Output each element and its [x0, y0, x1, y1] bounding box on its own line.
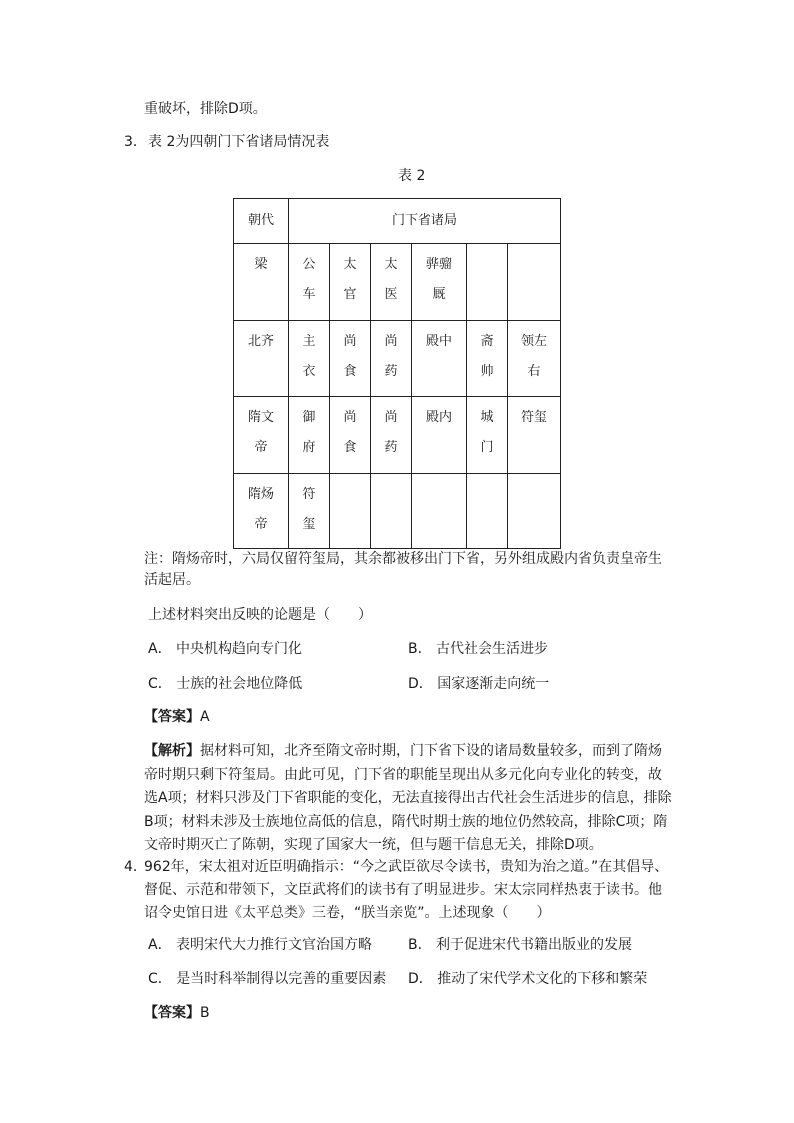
analysis-label: 【解析】	[144, 743, 200, 759]
dynasty-cell: 隋炀 帝	[234, 474, 289, 549]
answer-label: 【答案】	[144, 1005, 200, 1021]
answer-label: 【答案】	[144, 709, 200, 725]
q3-analysis	[144, 740, 674, 858]
bureau-cell: 符玺	[508, 397, 561, 474]
dynasty-cell: 梁	[234, 244, 289, 321]
q3-option-a: A． 中央机构趋向专门化	[148, 641, 303, 657]
previous-question-fragment: 重破坏，排除D项。	[144, 101, 267, 117]
question-3-stem: 表 2为四朝门下省诸局情况表	[148, 134, 330, 150]
bureau-cell: 尚 药	[371, 397, 412, 474]
dynasty-cell: 隋文 帝	[234, 397, 289, 474]
table-note-line-1: 注：隋炀帝时，六局仅留符玺局，其余都被移出门下省，另外组成殿内省负责皇帝生	[144, 551, 662, 567]
bureau-cell: 尚 食	[330, 321, 371, 397]
q4-option-c: C． 是当时科举制得以完善的重要因素	[148, 971, 387, 987]
analysis-text: 据材料可知，北齐至隋文帝时期，门下省下设的诸局数量较多，而到了隋炀帝时期只剩下符玺局。由此可见，门下省的职能呈现出从多元化向专业化的转变，故选A项；材料只涉及门下省职能的变化，无法直接得出古代社会生活进步的信息，排除B项；材料未涉及士族地位高低的信息，隋代时期士族的地位仍然较高，排除C项；隋文帝时期灭亡了陈朝，实现了国家大一统，但与题干信息无关，排除D项。	[144, 743, 672, 853]
table-note-line-2: 活起居。	[144, 572, 200, 588]
question-3-number: 3．	[124, 134, 147, 150]
bureau-cell	[467, 474, 508, 549]
bureau-cell	[330, 474, 371, 549]
bureau-cell: 公 车	[289, 244, 330, 321]
q4-option-a: A． 表明宋代大力推行文官治国方略	[148, 937, 373, 953]
bureau-cell: 斋 帅	[467, 321, 508, 397]
table-row	[234, 321, 561, 397]
bureau-cell	[467, 244, 508, 321]
answer-value: A	[200, 709, 210, 725]
bureau-cell: 领左 右	[508, 321, 561, 397]
bureau-cell: 殿内	[412, 397, 467, 474]
table-row	[234, 244, 561, 321]
q4-answer	[144, 1002, 210, 1024]
bureau-cell	[508, 244, 561, 321]
q3-option-b: B． 古代社会生活进步	[408, 641, 549, 657]
bureau-cell: 符 玺	[289, 474, 330, 549]
question-4-stem: 962年，宋太祖对近臣明确指示：“今之武臣欲尽令读书，贵知为治之道。”在其倡导、督促、示范和带领下，文臣武将们的读书有了明显进步。宋太宗同样热衷于读书。他诏令史馆日进《太平总类》三卷，“朕当亲览”。上述现象（ ）	[144, 859, 669, 921]
q3-answer	[144, 706, 210, 728]
table-title: 表 2	[398, 168, 426, 184]
bureau-cell: 骅骝 厩	[412, 244, 467, 321]
bureau-cell: 尚 食	[330, 397, 371, 474]
answer-value: B	[200, 1005, 210, 1021]
bureau-cell	[412, 474, 467, 549]
bureau-cell: 御 府	[289, 397, 330, 474]
bureau-cell: 尚 药	[371, 321, 412, 397]
q3-option-d: D． 国家逐渐走向统一	[408, 676, 550, 692]
bureau-cell: 太 官	[330, 244, 371, 321]
bureau-cell: 城 门	[467, 397, 508, 474]
dynasty-bureaus-table	[233, 198, 561, 549]
header-bureaus: 门下省诸局	[289, 199, 561, 244]
q4-option-d: D． 推动了宋代学术文化的下移和繁荣	[408, 971, 648, 987]
bureau-cell	[508, 474, 561, 549]
q4-option-b: B． 利于促进宋代书籍出版业的发展	[408, 937, 633, 953]
header-dynasty: 朝代	[234, 199, 289, 244]
dynasty-cell: 北齐	[234, 321, 289, 397]
table-row	[234, 474, 561, 549]
bureau-cell: 殿中	[412, 321, 467, 397]
bureau-cell	[371, 474, 412, 549]
q3-option-c: C． 士族的社会地位降低	[148, 676, 303, 692]
question-3-prompt: 上述材料突出反映的论题是（ ）	[148, 607, 372, 623]
table-row	[234, 397, 561, 474]
bureau-cell: 主 衣	[289, 321, 330, 397]
bureau-cell: 太 医	[371, 244, 412, 321]
question-4-number: 4．	[124, 859, 147, 875]
